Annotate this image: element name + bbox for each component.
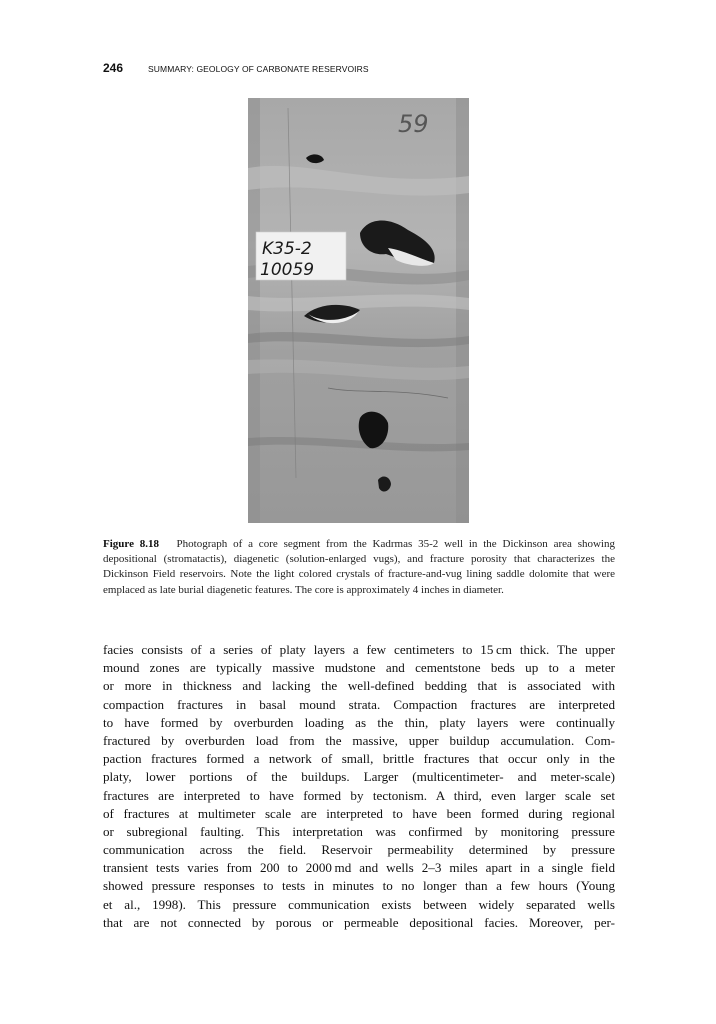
text-line: that are not connected by porous or permeable depositional facies. Moreover, per- xyxy=(103,914,615,930)
text-line: communication across the field. Reservoir permeability determined by pressure xyxy=(103,842,615,858)
text-line: or subregional faulting. This interpretation was confirmed by monitoring pressure xyxy=(103,823,615,839)
page-number: 246 xyxy=(103,61,124,75)
text-line: platy, lower portions of the buildups. Larger (multicentimeter- and meter-scale) xyxy=(103,769,615,785)
figure-label: Figure 8.18 xyxy=(103,538,160,550)
text-line: mound zones are typically massive mudstone and cementstone beds up to a meter xyxy=(103,660,615,676)
text-line: fractures are interpreted to have formed by tectonism. A third, even larger scale set xyxy=(103,787,615,803)
page-header xyxy=(103,61,623,77)
text-line: compaction fractures in basal mound strata. Compaction fractures are interpreted xyxy=(103,696,615,712)
core-photo xyxy=(248,98,469,523)
text-line: paction fractures formed a network of small, brittle fractures that occur only in the xyxy=(103,751,615,767)
text-line: transient tests varies from 200 to 2000 md and wells 2–3 miles apart in a single field xyxy=(103,860,615,876)
sample-label-line2: 10059 xyxy=(260,260,315,280)
text-line: showed pressure responses to tests in minutes to no longer than a few hours (Young xyxy=(103,878,615,894)
text-line: or more in thickness and lacking the well-defined bedding that is associated with xyxy=(103,678,615,694)
corner-handwritten-mark: 59 xyxy=(398,110,429,138)
body-paragraph xyxy=(103,641,615,932)
text-line: et al., 1998). This pressure communication exists between widely separated wells xyxy=(103,896,615,912)
text-line: to have formed by overburden loading as the thin, platy layers were continually xyxy=(103,714,615,730)
running-title: SUMMARY: GEOLOGY OF CARBONATE RESERVOIRS xyxy=(148,64,369,74)
sample-label-line1: K35-2 xyxy=(262,239,312,259)
text-line: of fractures at multimeter scale are interpreted to have been formed during regional xyxy=(103,805,615,821)
text-line: fractured by overburden load from the massive, upper buildup accumulation. Com- xyxy=(103,732,615,748)
caption-text: Photograph of a core segment from the Kadrmas 35-2 well in the Dickinson area showing depositional (stromatactis), diagenetic (solution-enlarged vugs), and fracture porosity that characterizes the Dickinson Field reservoirs. Note the light colored crystals of fracture-and-vug lining saddle dolomite that were emplaced as late burial diagenetic features. The core is approximately 4 inches in diameter. xyxy=(103,538,615,596)
figure-caption xyxy=(103,537,615,598)
text-line: facies consists of a series of platy layers a few centimeters to 15 cm thick. The upper xyxy=(103,642,615,657)
